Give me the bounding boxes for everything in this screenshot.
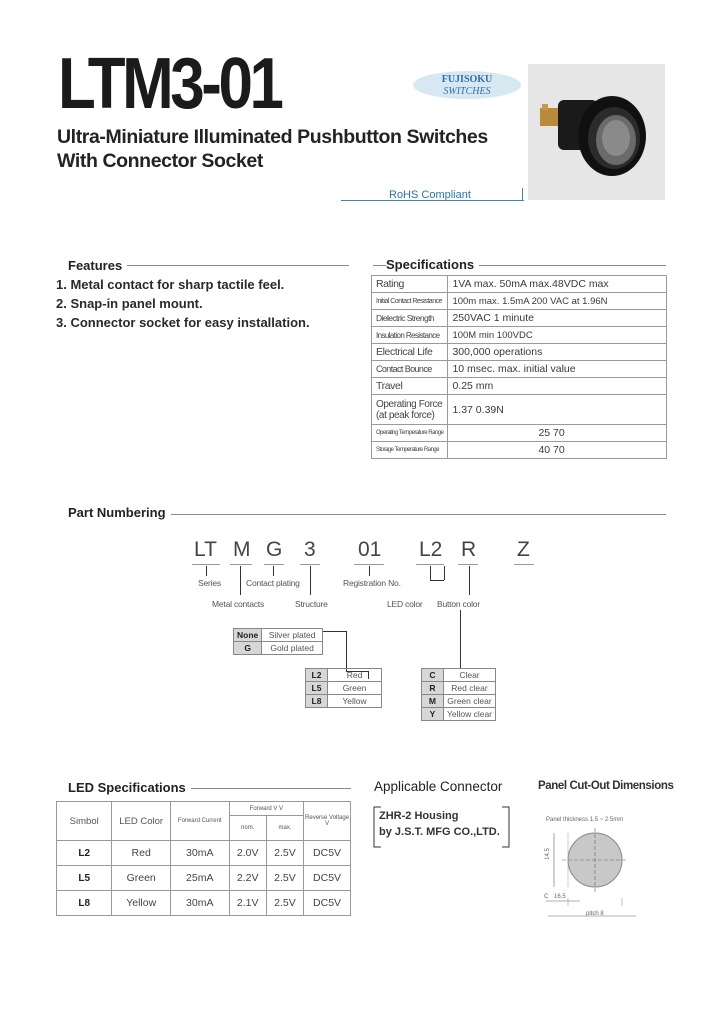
led-symbol: L5 xyxy=(57,866,112,891)
led-header-voltage: Forward V V xyxy=(229,802,304,816)
led-spec-row xyxy=(57,841,351,866)
pn-char-plating: G xyxy=(266,538,283,561)
pn-connector-line xyxy=(240,566,241,595)
spec-table xyxy=(371,275,667,459)
pn-char-button: R xyxy=(461,538,477,561)
plating-desc: Gold plated xyxy=(262,642,323,655)
led-header-max: max. xyxy=(266,816,303,841)
panel-dim-vertical: 14.5 xyxy=(544,848,551,860)
pn-connector-line xyxy=(444,566,445,580)
pn-tree-line xyxy=(346,631,347,671)
led-reverse: DC5V xyxy=(304,891,351,916)
pn-underline xyxy=(300,564,320,565)
panel-dim-horizontal: 16.5 xyxy=(554,894,566,900)
pn-char-metal: M xyxy=(233,538,251,561)
pn-label-contact-plating: Contact plating xyxy=(246,578,300,588)
spec-label: Operating Force (at peak force) xyxy=(372,395,448,425)
feature-item: 1. Metal contact for sharp tactile feel. xyxy=(56,277,285,292)
feature-item: 3. Connector socket for easy installation. xyxy=(56,315,310,330)
button-color-code: R xyxy=(422,682,444,695)
plating-row xyxy=(234,642,323,655)
button-color-code: M xyxy=(422,695,444,708)
plating-code: None xyxy=(234,629,262,642)
panel-dim-c: C xyxy=(544,894,549,900)
pn-tree-line xyxy=(460,610,461,668)
led-nom: 2.0V xyxy=(229,841,266,866)
led-spec-table xyxy=(56,801,351,916)
button-color-table xyxy=(421,668,496,721)
pn-char-structure: 3 xyxy=(304,538,316,561)
pn-connector-line xyxy=(273,566,274,576)
pn-label-led-color: LED color xyxy=(387,599,423,609)
led-color-table xyxy=(305,668,382,708)
led-color-row xyxy=(306,669,382,682)
pn-underline xyxy=(514,564,534,565)
pn-label-button-color: Button color xyxy=(437,599,480,609)
led-spec-row xyxy=(57,891,351,916)
button-color-row xyxy=(422,669,496,682)
panel-dim-bottom: pitch 8 xyxy=(586,911,604,917)
led-color-row xyxy=(306,682,382,695)
spec-value: 100M min 100VDC xyxy=(448,327,667,344)
spec-label: Initial Contact Resistance xyxy=(372,293,448,310)
spec-value: 250VAC 1 minute xyxy=(448,310,667,327)
panel-thickness: Panel thickness 1.5 ~ 2.5mm xyxy=(546,817,624,823)
led-nom: 2.2V xyxy=(229,866,266,891)
button-color-desc: Green clear xyxy=(443,695,495,708)
led-nom: 2.1V xyxy=(229,891,266,916)
pn-connector-line xyxy=(430,566,431,580)
spec-heading: Specifications xyxy=(386,257,479,272)
button-color-desc: Red clear xyxy=(443,682,495,695)
led-current: 30mA xyxy=(170,841,229,866)
button-color-code: Y xyxy=(422,708,444,721)
led-color-code: L8 xyxy=(306,695,328,708)
button-color-row xyxy=(422,695,496,708)
pn-connector-line xyxy=(206,566,207,576)
spec-label: Storage Temperature Range xyxy=(372,442,448,459)
pn-label-registration: Registration No. xyxy=(343,578,401,588)
spec-row xyxy=(372,276,667,293)
led-color-desc: Red xyxy=(328,669,382,682)
fujisoku-logo xyxy=(412,70,522,100)
pn-connector-line xyxy=(369,566,370,576)
pn-underline xyxy=(354,564,384,565)
pn-char-series: LT xyxy=(194,538,217,561)
spec-label: Dielectric Strength xyxy=(372,310,448,327)
spec-row xyxy=(372,361,667,378)
spec-value: 0.25 mm xyxy=(448,378,667,395)
spec-row xyxy=(372,344,667,361)
pn-label-structure: Structure xyxy=(295,599,328,609)
plating-desc: Silver plated xyxy=(262,629,323,642)
spec-row xyxy=(372,327,667,344)
led-current: 30mA xyxy=(170,891,229,916)
spec-label: Electrical Life xyxy=(372,344,448,361)
pn-char-registration: 01 xyxy=(358,538,382,561)
pn-char-led: L2 xyxy=(419,538,443,561)
pn-char-z: Z xyxy=(517,538,530,561)
pn-underline xyxy=(416,564,444,565)
pn-underline xyxy=(192,564,220,565)
plating-code: G xyxy=(234,642,262,655)
feature-item: 2. Snap-in panel mount. xyxy=(56,296,203,311)
spec-value: 25 70 xyxy=(448,425,667,442)
led-reverse: DC5V xyxy=(304,866,351,891)
pn-connector-line xyxy=(469,566,470,595)
connector-line-2: by J.S.T. MFG CO.,LTD. xyxy=(379,826,500,838)
led-color: Green xyxy=(112,866,171,891)
led-max: 2.5V xyxy=(266,841,303,866)
pn-tree-line xyxy=(322,631,346,632)
panel-heading: Panel Cut-Out Dimensions xyxy=(538,780,674,792)
plating-table xyxy=(233,628,323,655)
spec-row xyxy=(372,442,667,459)
led-header-color: LED Color xyxy=(112,802,171,841)
subtitle-line-2: With Connector Socket xyxy=(57,150,263,172)
spec-label: Insulation Resistance xyxy=(372,327,448,344)
pn-label-metal-contacts: Metal contacts xyxy=(212,599,265,609)
button-color-code: C xyxy=(422,669,444,682)
spec-row xyxy=(372,425,667,442)
led-max: 2.5V xyxy=(266,866,303,891)
pn-underline xyxy=(264,564,284,565)
led-header-current: Forward Current xyxy=(170,802,229,841)
subtitle-line-1: Ultra-Miniature Illuminated Pushbutton Switches xyxy=(57,126,488,148)
pn-label-series: Series xyxy=(198,578,221,588)
button-color-desc: Yellow clear xyxy=(443,708,495,721)
spec-row xyxy=(372,378,667,395)
spec-label: Rating xyxy=(372,276,448,293)
led-symbol: L8 xyxy=(57,891,112,916)
led-header-reverse: Reverse Voltage V xyxy=(304,802,351,841)
led-header-nom: nom. xyxy=(229,816,266,841)
led-color-desc: Green xyxy=(328,682,382,695)
switch-image xyxy=(528,64,665,200)
spec-value: 40 70 xyxy=(448,442,667,459)
features-heading: Features xyxy=(68,258,127,273)
button-color-row xyxy=(422,708,496,721)
svg-text:FUJISOKU: FUJISOKU xyxy=(441,74,493,85)
spec-row xyxy=(372,293,667,310)
product-photo xyxy=(528,64,665,200)
led-spec-row xyxy=(57,866,351,891)
spec-value: 300,000 operations xyxy=(448,344,667,361)
spec-value: 100m max. 1.5mA 200 VAC at 1.96N xyxy=(448,293,667,310)
spec-label: Operating Temperature Range xyxy=(372,425,448,442)
led-color-code: L2 xyxy=(306,669,328,682)
led-current: 25mA xyxy=(170,866,229,891)
rohs-divider xyxy=(522,188,523,201)
led-spec-heading: LED Specifications xyxy=(68,780,191,795)
led-color: Red xyxy=(112,841,171,866)
pn-underline xyxy=(230,564,252,565)
led-spec-header-row xyxy=(57,802,351,816)
led-color: Yellow xyxy=(112,891,171,916)
button-color-row xyxy=(422,682,496,695)
plating-row xyxy=(234,629,323,642)
spec-value: 1VA max. 50mA max.48VDC max xyxy=(448,276,667,293)
part-numbering-heading: Part Numbering xyxy=(68,505,171,520)
led-color-desc: Yellow xyxy=(328,695,382,708)
led-color-code: L5 xyxy=(306,682,328,695)
led-reverse: DC5V xyxy=(304,841,351,866)
spec-label: Travel xyxy=(372,378,448,395)
svg-text:SWITCHES: SWITCHES xyxy=(443,86,491,97)
pn-connector-line xyxy=(310,566,311,595)
rohs-label: RoHS Compliant xyxy=(389,189,471,201)
spec-row xyxy=(372,310,667,327)
spec-label: Contact Bounce xyxy=(372,361,448,378)
pn-connector-line xyxy=(430,580,444,581)
spec-row xyxy=(372,395,667,425)
pn-underline xyxy=(458,564,478,565)
spec-value: 1.37 0.39N xyxy=(448,395,667,425)
led-header-symbol: Simbol xyxy=(57,802,112,841)
spec-value: 10 msec. max. initial value xyxy=(448,361,667,378)
button-color-desc: Clear xyxy=(443,669,495,682)
led-max: 2.5V xyxy=(266,891,303,916)
led-color-row xyxy=(306,695,382,708)
connector-heading: Applicable Connector xyxy=(374,779,503,794)
connector-line-1: ZHR-2 Housing xyxy=(379,810,459,822)
product-title: LTM3-01 xyxy=(58,44,281,124)
led-symbol: L2 xyxy=(57,841,112,866)
